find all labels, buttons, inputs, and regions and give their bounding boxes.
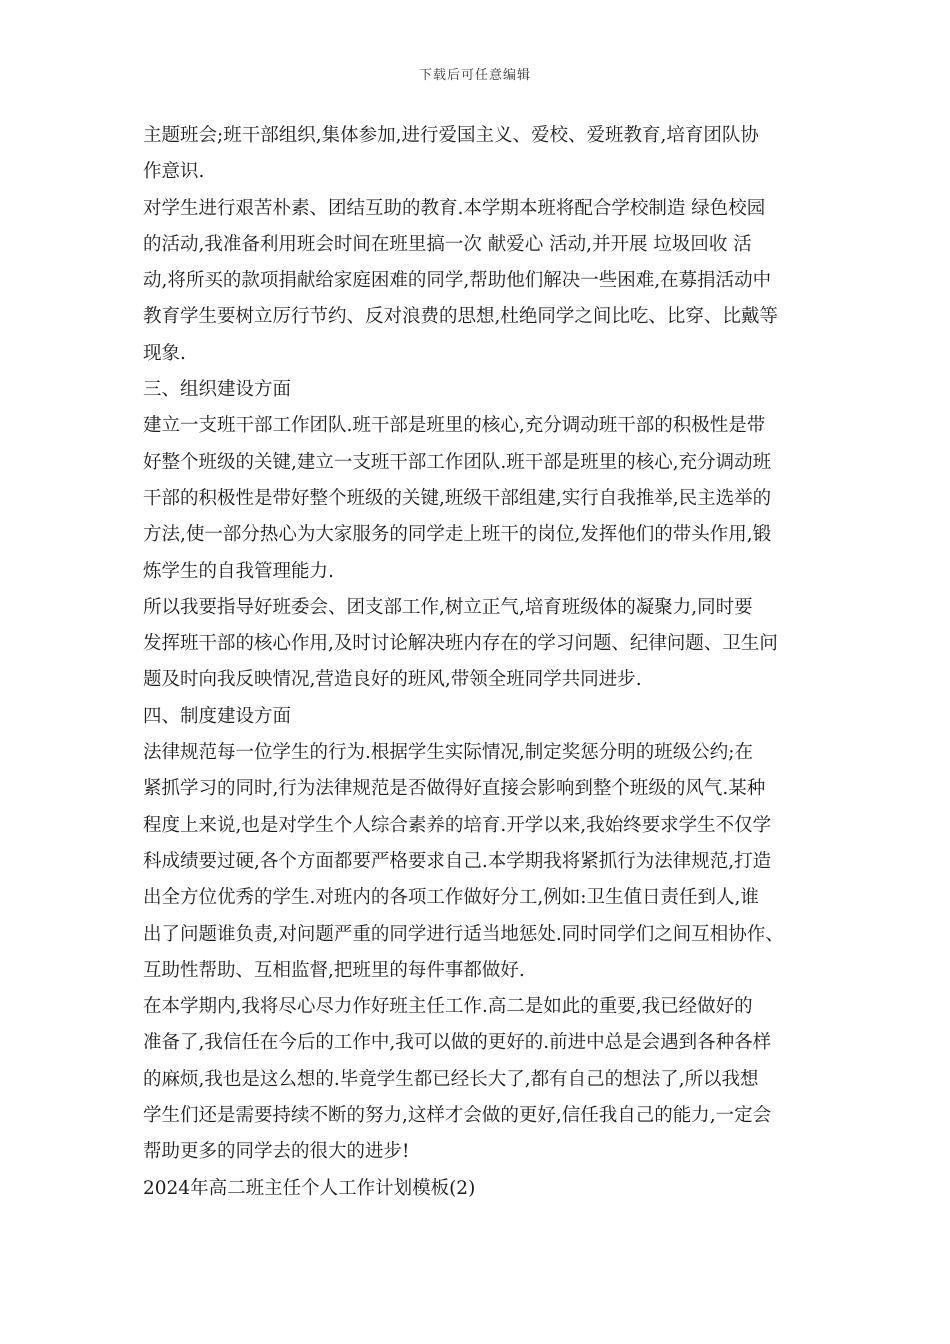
- text-line: 在本学期内,我将尽心尽力作好班主任工作.高二是如此的重要,我已经做好的: [143, 996, 753, 1018]
- text-line: 方法,使一部分热心为大家服务的同学走上班干的岗位,发挥他们的带头作用,锻: [143, 524, 772, 546]
- text-line: 学生们还是需要持续不断的努力,这样才会做的更好,信任我自己的能力,一定会: [143, 1105, 772, 1127]
- text-line: 帮助更多的同学去的很大的进步!: [143, 1141, 410, 1163]
- page-header: 下载后可任意编辑: [418, 68, 531, 83]
- text-line: 科成绩要过硬,各个方面都要严格要求自己.本学期我将紧抓行为法律规范,打造: [143, 850, 772, 872]
- document-subtitle: 2024年高二班主任个人工作计划模板(2): [143, 1177, 476, 1199]
- text-line: 出了问题谁负责,对问题严重的同学进行适当地惩处.同时同学们之间互相协作、: [143, 923, 784, 945]
- text-line: 准备了,我信任在今后的工作中,我可以做的更好的.前进中总是会遇到各种各样: [143, 1032, 772, 1054]
- text-line: 出全方位优秀的学生.对班内的各项工作做好分工,例如:卫生值日责任到人,谁: [143, 887, 759, 909]
- text-line: 的活动,我准备利用班会时间在班里搞一次 献爱心 活动,并开展 垃圾回收 活: [143, 233, 752, 255]
- text-line: 炼学生的自我管理能力.: [143, 560, 334, 582]
- text-line: 所以我要指导好班委会、团支部工作,树立正气,培育班级体的凝聚力,同时要: [143, 596, 753, 618]
- text-line: 对学生进行艰苦朴素、团结互助的教育.本学期本班将配合学校制造 绿色校园: [143, 197, 766, 219]
- text-line: 动,将所买的款项捐献给家庭困难的同学,帮助他们解决一些困难,在募捐活动中: [143, 270, 772, 292]
- text-line: 互助性帮助、互相监督,把班里的每件事都做好.: [143, 959, 525, 981]
- text-line: 程度上来说,也是对学生个人综合素养的培育.开学以来,我始终要求学生不仅学: [143, 814, 772, 836]
- text-line: 教育学生要树立厉行节约、反对浪费的思想,杜绝同学之间比吃、比穿、比戴等: [143, 306, 778, 328]
- text-line: 建立一支班干部工作团队.班干部是班里的核心,充分调动班干部的积极性是带: [143, 415, 766, 437]
- section-heading: 三、组织建设方面: [143, 379, 292, 401]
- text-line: 紧抓学习的同时,行为法律规范是否做得好直接会影响到整个班级的风气.某种: [143, 778, 766, 800]
- text-line: 现象.: [143, 342, 186, 364]
- text-line: 法律规范每一位学生的行为.根据学生实际情况,制定奖惩分明的班级公约;在: [143, 742, 753, 764]
- text-line: 发挥班干部的核心作用,及时讨论解决班内存在的学习问题、纪律问题、卫生问: [143, 633, 778, 655]
- section-heading: 四、制度建设方面: [143, 705, 292, 727]
- text-line: 题及时向我反映情况,营造良好的班风,带领全班同学共同进步.: [143, 669, 642, 691]
- text-line: 干部的积极性是带好整个班级的关键,班级干部组建,实行自我推举,民主选举的: [143, 487, 772, 509]
- text-line: 作意识.: [143, 161, 205, 183]
- text-line: 好整个班级的关键,建立一支班干部工作团队.班干部是班里的核心,充分调动班: [143, 451, 772, 473]
- text-line: 的麻烦,我也是这么想的.毕竟学生都已经长大了,都有自己的想法了,所以我想: [143, 1068, 759, 1090]
- document-body: [143, 118, 810, 1207]
- text-line: 主题班会;班干部组织,集体参加,进行爱国主义、爱校、爱班教育,培育团队协: [143, 125, 759, 146]
